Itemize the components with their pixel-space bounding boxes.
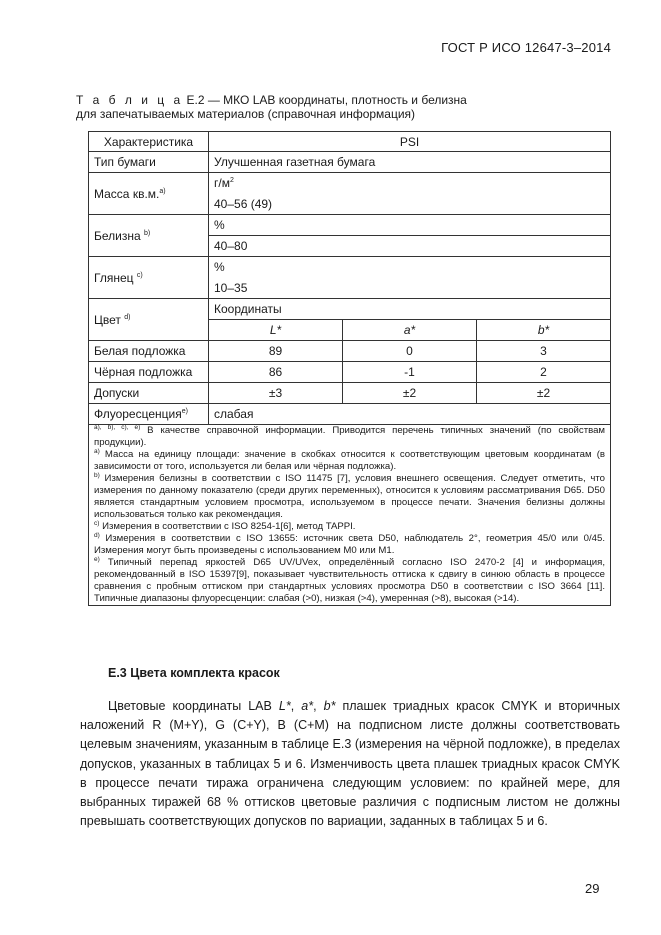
row-whiteness	[89, 215, 611, 236]
footnote-3	[94, 473, 605, 521]
mass-unit-cell	[209, 173, 611, 194]
gloss-unit: %	[209, 257, 611, 278]
fluorescence-label-cell	[89, 404, 209, 425]
row-mass	[89, 173, 611, 194]
mass-unit-exp: 2	[229, 177, 234, 185]
properties-table	[88, 131, 611, 606]
para-comma2: ,	[313, 699, 324, 713]
color-note: d)	[124, 313, 131, 321]
footnote-5-mark: d)	[94, 531, 100, 539]
row-tolerances	[89, 383, 611, 404]
footnote-3-text: Измерения белизны в соответствии с ISO 11475 [7], условия внешнего освещения. Следует отметить, что измерения по данному показателю (среди других переменных), относится к условиям рассматривания D65. D50 является стандартным условием просмотра, используемом в процессе печати. Значения белизны должны использоваться только как рекомендация.	[94, 473, 606, 520]
footnote-1-text: В качестве справочной информации. Приводится перечень типичных значений (по свойствам продукции).	[94, 425, 606, 448]
whiteness-label: Белизна	[94, 228, 141, 243]
black-backing-a: -1	[343, 362, 477, 383]
fluorescence-label: Флуоресценция	[94, 407, 182, 421]
black-backing-L: 86	[209, 362, 343, 383]
footnote-6-mark: e)	[94, 555, 100, 563]
paper-type-label: Тип бумаги	[89, 152, 209, 173]
document-code: ГОСТ Р ИСО 12647-3–2014	[441, 40, 611, 55]
black-backing-b: 2	[477, 362, 611, 383]
table-caption	[76, 93, 596, 121]
mass-value: 40–56 (49)	[209, 194, 611, 215]
white-backing-L: 89	[209, 341, 343, 362]
para-a: a*	[301, 699, 314, 713]
white-backing-label: Белая подложка	[89, 341, 209, 362]
para-L: L*	[278, 699, 291, 713]
fluorescence-value: слабая	[209, 404, 611, 425]
footnote-2-mark: а)	[94, 447, 100, 455]
color-coords-label: Координаты	[209, 299, 611, 320]
row-gloss	[89, 257, 611, 278]
whiteness-value: 40–80	[209, 236, 611, 257]
section-paragraph	[80, 697, 620, 831]
header-psi: PSI	[209, 132, 611, 152]
mass-label: Масса кв.м.	[94, 186, 160, 201]
whiteness-label-cell	[89, 215, 209, 257]
caption-label: Т а б л и ц а	[76, 93, 184, 107]
footnote-4-text: Измерения в соответствии с ISO 8254-1[6], метод TAPPI.	[99, 521, 356, 532]
gloss-value: 10–35	[209, 278, 611, 299]
footnote-6	[94, 557, 605, 605]
footnotes-cell	[89, 425, 611, 606]
gloss-note: c)	[136, 271, 143, 279]
section-title: Е.3 Цвета комплекта красок	[108, 666, 280, 680]
footnote-3-mark: b)	[94, 471, 100, 479]
row-fluorescence	[89, 404, 611, 425]
gloss-label: Глянец	[94, 270, 134, 285]
row-black-backing	[89, 362, 611, 383]
footnote-1	[94, 425, 605, 449]
table-header-row	[89, 132, 611, 152]
footnote-5-text: Измерения в соответствии с ISO 13655: источник света D50, наблюдатель 2°, геометрия 45/0 или 0/45. Измерения могут быть произведены с использованием M0 или M1.	[94, 533, 606, 556]
col-a: a*	[343, 320, 477, 341]
row-paper-type	[89, 152, 611, 173]
para-comma1: ,	[290, 699, 302, 713]
mass-label-cell	[89, 173, 209, 215]
page-number: 29	[585, 881, 600, 896]
mass-unit: г/м	[214, 176, 230, 191]
para-part-a: Цветовые координаты LAB	[108, 699, 279, 713]
tolerance-a: ±2	[343, 383, 477, 404]
para-part-b: плашек триадных красок CMYK и вторичных наложений R (M+Y), G (C+Y), B (C+M) на подписном листе должны соответствовать целевым значениям, указанным в таблице Е.3 (измерения на чёрной подложке), в пределах допусков, указанных в таблицах 5 и 6. Изменчивость цвета плашек триадных красок CMYK в процессе печати тиража ограничена следующим условием: по крайней мере, для выбранных тиражей 68 % оттисков цветовые различия с подписным листом не должны превышать соответствующих допусков по вариации, заданных в таблицах 5 и 6.	[80, 699, 620, 829]
gloss-label-cell	[89, 257, 209, 299]
black-backing-label: Чёрная подложка	[89, 362, 209, 383]
footnote-2-text: Масса на единицу площади: значение в скобках относится к соответствующим цветовым координатам (в зависимости от того, используется ли белая или чёрная подложка).	[94, 449, 606, 472]
whiteness-note: b)	[144, 229, 151, 237]
row-white-backing	[89, 341, 611, 362]
header-characteristic: Характеристика	[89, 132, 209, 152]
row-footnotes	[89, 425, 611, 606]
white-backing-a: 0	[343, 341, 477, 362]
col-b: b*	[477, 320, 611, 341]
col-L: L*	[209, 320, 343, 341]
tolerance-b: ±2	[477, 383, 611, 404]
row-color	[89, 299, 611, 320]
color-label: Цвет	[94, 312, 121, 327]
caption-title-line2: для запечатываемых материалов (справочная информация)	[76, 107, 416, 121]
footnote-4	[94, 521, 605, 533]
color-label-cell	[89, 299, 209, 341]
caption-title-line1: — МКО LAB координаты, плотность и белизна	[204, 93, 467, 107]
footnote-6-text: Типичный перепад яркостей D65 UV/UVex, определённый согласно ISO 2470-2 [4] и информация, рекомендованный в ISO 15397[9], показывает чувствительность оттиска к сдвигу в синюю область в процессе сравнения с пробным оттиском при стандартных условиях просмотра D50 в соответствии с ISO 3664 [11]. Типичные диапазоны флуоресценции: слабая (>0), низкая (>4), умеренная (>8), высокая (>14).	[94, 557, 606, 604]
caption-number: Е.2	[186, 93, 205, 107]
footnote-1-mark: а), b), c), e)	[94, 423, 141, 431]
white-backing-b: 3	[477, 341, 611, 362]
fluorescence-note: e)	[181, 408, 188, 415]
para-b: b*	[323, 699, 336, 713]
tolerances-label: Допуски	[89, 383, 209, 404]
footnote-4-mark: c)	[94, 519, 100, 527]
whiteness-unit: %	[209, 215, 611, 236]
paper-type-value: Улучшенная газетная бумага	[209, 152, 611, 173]
mass-note: а)	[159, 187, 166, 195]
footnote-2	[94, 449, 605, 473]
footnote-5	[94, 533, 605, 557]
tolerance-L: ±3	[209, 383, 343, 404]
paragraph-text	[80, 697, 620, 831]
